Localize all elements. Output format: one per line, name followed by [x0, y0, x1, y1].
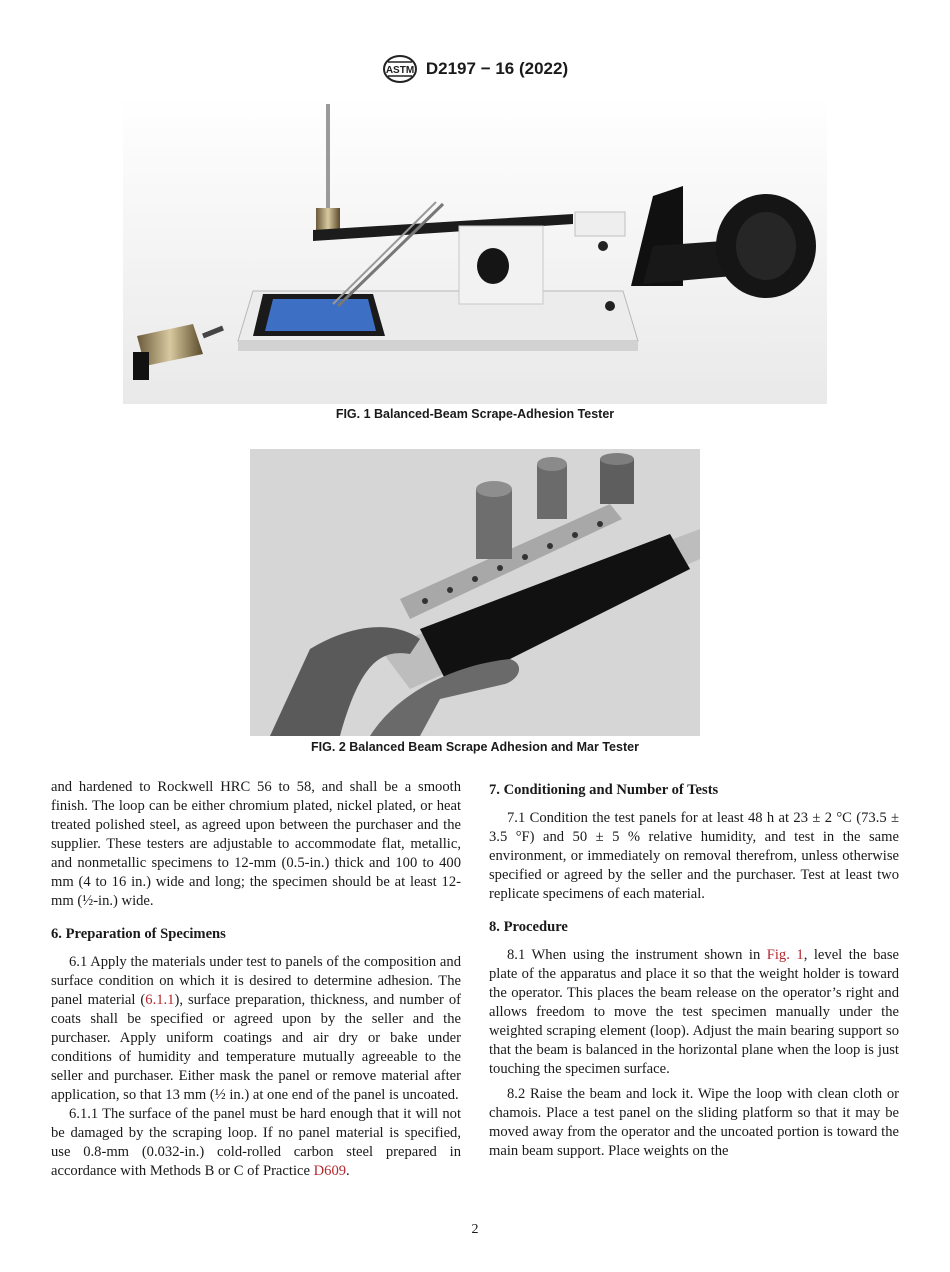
link-d609[interactable]: D609 [313, 1163, 347, 1179]
figure-2-image [250, 449, 700, 736]
figure-1-caption: FIG. 1 Balanced-Beam Scrape-Adhesion Tester [335, 407, 615, 421]
page-number: 2 [471, 1222, 479, 1237]
document-id: D2197 − 16 (2022) [425, 59, 569, 78]
svg-text:ASTM: ASTM [385, 65, 415, 76]
paragraph-6-1: 6.1 Apply the materials under test to panels of the composition and surface condition on which it is desired to determine adhesion. The panel material (6.1.1), surface preparation, thickness, and number of coats shall be specified or agreed upon by the seller and the purchaser. Apply uniform coatings and air dry or bake under conditions of humidity and temperature mutually agreeable to the seller and purchaser. Either mask the panel or remove material after application, so that 13 mm (½ in.) at one end of the panel is uncoated. [51, 954, 461, 1103]
section-8-heading: 8. Procedure [489, 919, 568, 935]
left-column [51, 778, 461, 1181]
link-fig-1[interactable]: Fig. 1 [766, 947, 804, 963]
paragraph-8-2: 8.2 Raise the beam and lock it. Wipe the loop with clean cloth or chamois. Place a test panel on the sliding platform so that it may be moved away from the operator and the uncoated portion is toward the main beam support. Place weights on the [489, 1086, 899, 1159]
section-6-heading: 6. Preparation of Specimens [51, 926, 226, 942]
section-7-heading: 7. Conditioning and Number of Tests [489, 782, 719, 798]
figure-1-image [123, 96, 827, 404]
link-6-1-1[interactable]: 6.1.1 [145, 992, 175, 1008]
paragraph-7-1: 7.1 Condition the test panels for at least 48 h at 23 ± 2 °C (73.5 ± 3.5 °F) and 50 ± 5 % relative humidity, and test in the same environment, or immediately on removal therefrom, unless otherwise specified or agreed by the seller and the purchaser. Test at least two replicate specimens of each material. [489, 810, 899, 902]
right-column [489, 778, 899, 1161]
astm-logo-icon [382, 54, 418, 84]
page-header [0, 52, 950, 86]
paragraph-continued: and hardened to Rockwell HRC 56 to 58, and shall be a smooth finish. The loop can be either chromium plated, nickel plated, or heat treated polished steel, as agreed upon between the purchaser and the supplier. These testers are adjustable to accommodate flat, metallic, and nonmetallic specimens to 12-mm (0.5-in.) thick and 100 to 400 mm (4 to 16 in.) wide and long; the specimen should be at least 12-mm (½-in.) wide. [51, 779, 461, 909]
paragraph-6-1-1: 6.1.1 The surface of the panel must be hard enough that it will not be damaged by the scraping loop. If no panel material is specified, use 0.8-mm (0.032-in.) cold-rolled carbon steel prepared in accordance with Methods B or C of Practice D609. [51, 1106, 461, 1179]
figure-2-caption: FIG. 2 Balanced Beam Scrape Adhesion and Mar Tester [311, 740, 639, 754]
paragraph-8-1: 8.1 When using the instrument shown in Fig. 1, level the base plate of the apparatus and place it so that the weight holder is toward the operator. This places the beam release on the operator’s right and allows freedom to move the test specimen manually under the weighted scraping element (loop). Adjust the main bearing support so that the beam is balanced in the horizontal plane when the loop is just touching the specimen surface. [489, 947, 900, 1077]
